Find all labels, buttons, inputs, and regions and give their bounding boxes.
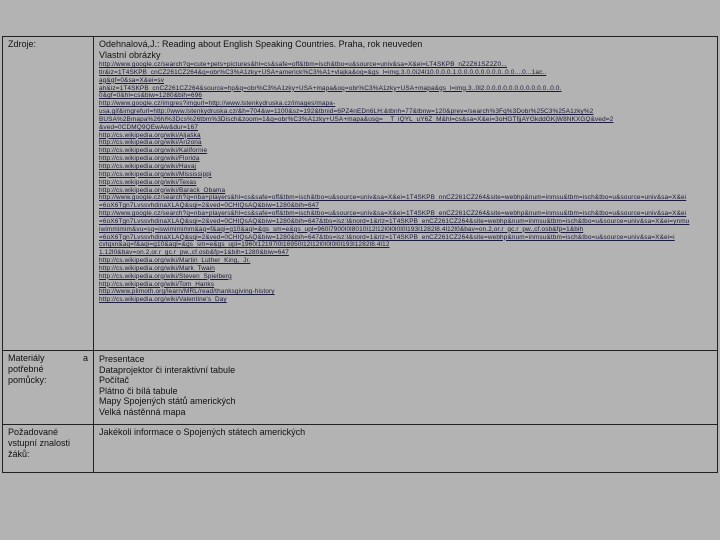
source-link[interactable]: http://cs.wikipedia.org/wiki/Havaj [99, 162, 197, 170]
knowledge-label-cell [3, 425, 94, 473]
source-link[interactable]: =6oX6Tgn7LvssvhdinaXLAQ&sqi=2&ved=0CHIQsAQ&biw=1280&bih=647&tbs=isz:l&nord=1&rlz=1T4SKPB_enCZ261CZ264&site=webhp&num=inmsu&tbm=isch&tbo=u&source=univ&sa=X&ei=i [99, 233, 675, 241]
knowledge-row [3, 425, 718, 473]
source-link[interactable]: http://www.google.cz/search?q=nba+players&hl=cs&safe=off&tbm=isch&tbo=u&source=univ&sa=X&ei=1T4SKPB_enCZ261CZ264&site=webhp&num=inmsu&tbm=isch&tbo=u&source=univ&sa=X&ei [99, 210, 687, 218]
source-link[interactable]: http://cs.wikipedia.org/wiki/Texas [99, 178, 197, 186]
source-link[interactable]: http://cs.wikipedia.org/wiki/Tom_Hanks [99, 280, 215, 288]
source-link[interactable]: ag&gf=0&sa=X&ei=sv [99, 76, 165, 84]
source-link[interactable]: http://cs.wikipedia.org/wiki/Florida [99, 155, 200, 163]
materials-label-cell [3, 351, 94, 425]
materials-label-1: Materiály [8, 353, 45, 363]
source-link[interactable]: iwimmimim&vu=sq=iswimimimm&aq=f&aqi=g10&aql=&gs_sm=e&gs_upl=960l7900l0l8010l12l12l0l0l0l0l193l1282l8.4l12l0&bav=on.2,or.r_gc.r_pw.,cf.osb&fp=1&bih [99, 225, 584, 233]
own-images-note: Vlastní obrázky [99, 50, 161, 60]
source-link[interactable]: http://cs.wikipedia.org/wiki/Barack_Obama [99, 186, 226, 194]
materials-label-3: pomůcky: [8, 375, 47, 385]
material-item: Velká nástěnná mapa [99, 406, 186, 417]
sources-label-cell [3, 37, 94, 351]
source-link[interactable]: http://cs.wikipedia.org/wiki/Aljaška [99, 131, 201, 139]
source-link[interactable]: http://www.plimoth.org/learn/MRL/read/thanksgiving-history [99, 288, 275, 296]
source-link[interactable]: http://cs.wikipedia.org/wiki/Martin_Luther_King,_Jr. [99, 257, 251, 265]
source-link[interactable]: http://cs.wikipedia.org/wiki/Valentine's_Day [99, 296, 227, 304]
source-link[interactable]: http://cs.wikipedia.org/wiki/Kalifornie [99, 147, 208, 155]
source-link[interactable]: usa.gif&imgrefurl=http://www.lstenkydruska.cz/&h=704&w=1100&sz=192&tbnid=6PZ4nEDn6LH:&tbnh=77&tbnw=120&prev=/search%3Fq%3Dobr%25C3%25A1zky%2 [99, 108, 594, 116]
source-link[interactable]: =6oX6Tgn7LvssvhdinaXLAQ&sqi=2&ved=0CHIQsAQ&biw=1280&bih=647 [99, 202, 320, 210]
source-link[interactable]: 1.12l0&bav=on.2,or.r_gc.r_pw.,cf.osb&fp=1&bih=1280&biw=647 [99, 249, 289, 257]
material-item: Presentace [99, 354, 145, 364]
source-links-list [99, 61, 712, 304]
source-link[interactable]: tlr&iz=1T4SKPB_cnCZ261CZ264&q=obr%C3%A1zky+USA+americk%C3%A1+vlajka&oq=&gs_l=img.3.0.0i24l10.0.0.0.1.0.0.0.0.0.0.0.0..0.0....0...1ac.. [99, 68, 547, 76]
knowledge-label-3: žáků: [8, 449, 30, 459]
source-link[interactable]: cvtqxn&aq=f&aqi=g10&aql=&gs_sm=e&gs_upl=1960l12197l0l16950l12l12l0l0l0l0l193l1282l8.4l12 [99, 241, 390, 249]
material-item: Plátno či bílá tabule [99, 385, 178, 396]
sources-row [3, 37, 718, 351]
material-item: Počítač [99, 375, 130, 385]
material-item: Dataprojektor či interaktivní tabule [99, 364, 236, 375]
materials-content-cell [94, 351, 718, 425]
source-link[interactable]: http://cs.wikipedia.org/wiki/Arizona [99, 139, 202, 147]
knowledge-label-2: vstupní znalosti [8, 438, 71, 448]
source-link[interactable]: http://cs.wikipedia.org/wiki/Steven_Spielberg [99, 272, 232, 280]
source-link[interactable]: http://cs.wikipedia.org/wiki/Mark_Twain [99, 264, 215, 272]
source-link[interactable]: http://www.google.cz/search?q=cute+pets+pictures&hl=cs&safe=off&tbm=isch&tbo=u&source=univ&sa=X&ei=LT4SKPB_nZ2Z61SZ2Z0... [99, 61, 507, 68]
source-link[interactable]: ah&iz=1T4SKPB_cnCZ261CZ264&source=hp&q=obr%C3%A1zky+USA+mapa&oq=obr%C3%A1zky+USA+mapa&gs_l=img.3..0l2.0.0.0.0.0.0.0.0.0.0.0..0.0. [99, 84, 562, 92]
knowledge-text: Jakékoli informace o Spojených státech amerických [99, 427, 306, 437]
knowledge-label-1: Požadované [8, 427, 59, 437]
materials-label-2: potřebné [8, 364, 44, 374]
citation: Odehnalová,J.: Reading about English Speaking Countries. Praha, rok neuveden [99, 39, 423, 49]
source-link[interactable]: =6oX6Tgn7LvssvhdinaXLAQ&sqi=2&ved=0CHIQsAQ&biw=1280&bih=647&tbs=isz:l&nord=1&rlz=1T4SKPB_enCZ261CZ264&site=webhp&num=inmsu&tbm=isch&tbo=u&source=univ&sa=X&ei=ynmu [99, 217, 690, 225]
sources-label: Zdroje: [8, 39, 37, 49]
sources-content-cell [94, 37, 718, 351]
material-item: Mapy Spojených států amerických [99, 396, 236, 406]
knowledge-content-cell [94, 425, 718, 473]
source-link[interactable]: http://www.google.cz/search?q=nba+players&hl=cs&safe=off&tbm=isch&tbo=u&source=univ&sa=X&ei=1T4SKPB_nnCZ261CZ264&site=webhp&num=inmsu&tbm=isch&tbo=u&source=univ&sa=X&ei [99, 194, 687, 202]
source-link[interactable]: http://cs.wikipedia.org/wiki/Mississippi [99, 170, 212, 178]
metadata-table [2, 36, 718, 473]
source-link[interactable]: http://www.google.cz/imgres?imgurl=http://www.lstenkydruska.cz/images/mapa- [99, 100, 336, 108]
materials-row [3, 351, 718, 425]
source-link[interactable]: 0&gf=0&hl=cs&biw=1280&bih=696 [99, 92, 203, 100]
source-link[interactable]: BUSA%2Bmapa%26hl%3Dcs%26tbm%3Disch&zoom=1&q=obr%C3%A1zky+USA+mapa&usg=__T_iQYL_uY6Z_M&hl=cs&sa=X&ei=3oHGTfjjAYGkddGKjW8NKXGQ&ved=2 [99, 115, 614, 123]
materials-label-a: a [82, 353, 88, 363]
source-link[interactable]: &ved=0CDMQ9QEwAw&dur=167 [99, 123, 199, 131]
